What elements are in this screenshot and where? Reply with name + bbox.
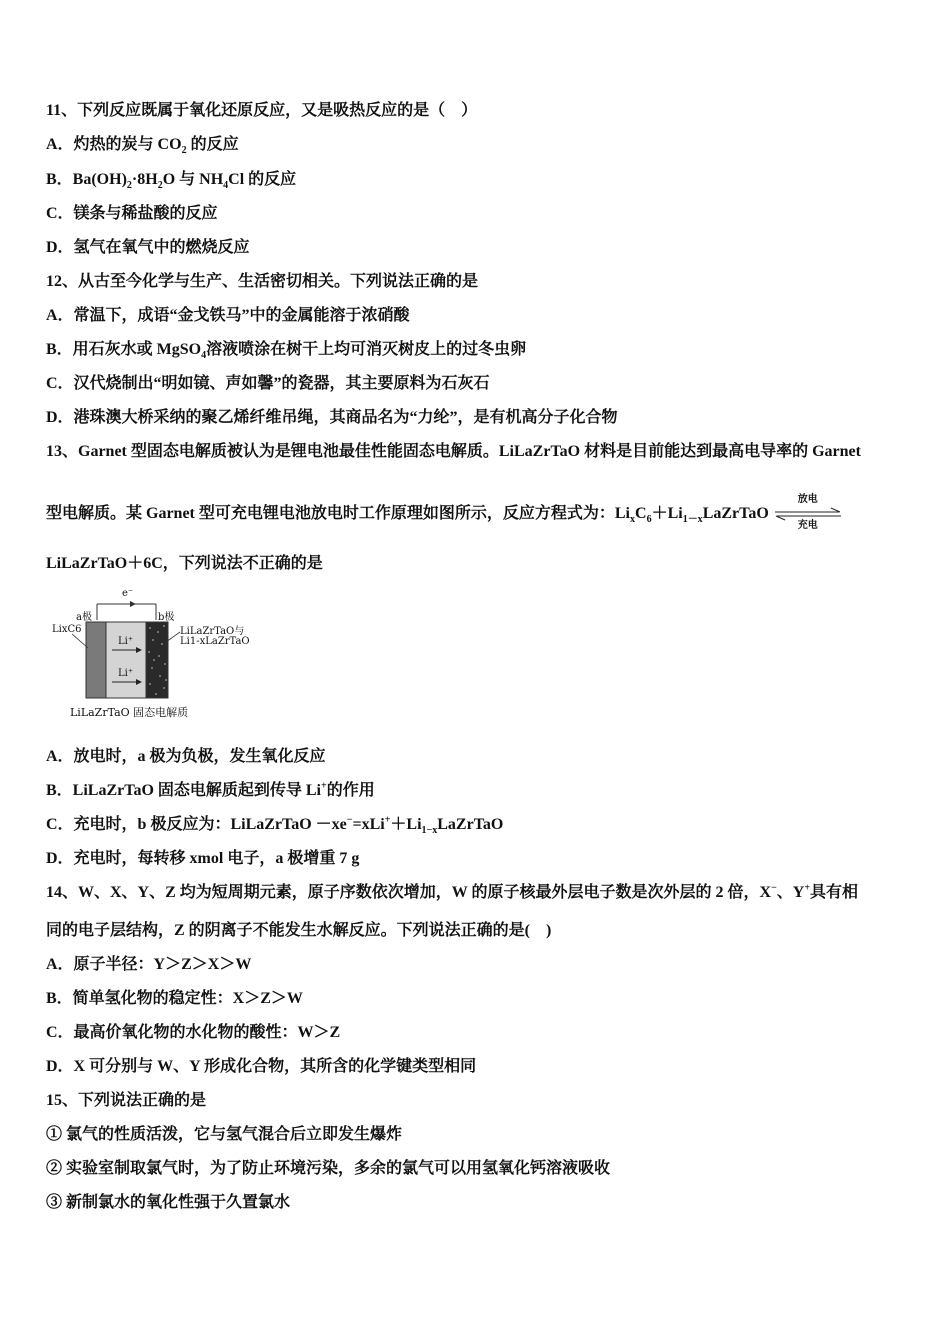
q11-option-c: C．镁条与稀盐酸的反应 xyxy=(46,205,218,222)
q14-option-c: C．最高价氧化物的水化物的酸性：W＞Z xyxy=(46,1024,341,1041)
q14-option-a: A．原子半径：Y＞Z＞X＞W xyxy=(46,956,252,973)
reversible-arrow xyxy=(773,494,843,532)
battery-diagram xyxy=(50,586,250,726)
q14-stem-line1: 14、W、X、Y、Z 均为短周期元素，原子序数依次增加，W 的原子核最外层电子数是次外层的 2 倍，X−、Y+具有相 xyxy=(46,882,859,901)
cathode-label-line1: LiLaZrTaO与 xyxy=(180,626,245,637)
arrow-label-charge: 充电 xyxy=(797,520,818,532)
q12-option-c: C．汉代烧制出“明如镜、声如馨”的瓷器，其主要原料为石灰石 xyxy=(46,375,490,392)
q12-stem: 12、从古至今化学与生产、生活密切相关。下列说法正确的是 xyxy=(46,273,479,290)
q12-option-b: B．用石灰水或 MgSO$_4$溶液喷涂在树干上均可消灭树皮上的过冬虫卵 xyxy=(46,341,527,362)
q13-option-c: C．充电时，b 极反应为：LiLaZrTaO $-xe^-=xLi^++Li_{1-x}LaZrTaO$ xyxy=(46,814,504,837)
q15-statement-3: ③ 新制氯水的氧化性强于久置氯水 xyxy=(46,1194,291,1211)
b-pole-label: b极 xyxy=(158,612,175,623)
q11-option-a: A．灼热的炭与 $CO_2$ 的反应 xyxy=(46,136,239,157)
figure-caption: LiLaZrTaO 固态电解质 xyxy=(70,706,189,719)
q11-option-d: D．氢气在氧气中的燃烧反应 xyxy=(46,239,250,256)
li-ion-label-2: Li⁺ xyxy=(118,668,134,679)
q12-option-a: A．常温下，成语“金戈铁马”中的金属能溶于浓硝酸 xyxy=(46,307,410,324)
q13-option-b: B．LiLaZrTaO 固态电解质起到传导 Li+的作用 xyxy=(46,780,375,799)
q15-statement-1: ① 氯气的性质活泼，它与氢气混合后立即发生爆炸 xyxy=(46,1126,403,1143)
a-pole-label: a极 xyxy=(76,612,92,623)
q14-option-d: D．X 可分别与 W、Y 形成化合物，其所含的化学键类型相同 xyxy=(46,1058,477,1075)
q14-stem-line2: 同的电子层结构，Z 的阴离子不能发生水解反应。下列说法正确的是( ) xyxy=(46,922,552,939)
q11-option-b: B．$Ba(OH)_2\cdot 8H_2O$ 与 $NH_4Cl$ 的反应 xyxy=(46,171,297,192)
q13-stem-line3: LiLaZrTaO＋6C，下列说法不正确的是 xyxy=(46,555,323,572)
arrow-label-discharge: 放电 xyxy=(797,494,818,506)
electron-label: e⁻ xyxy=(122,588,134,599)
q14-option-b: B．简单氢化物的稳定性：X＞Z＞W xyxy=(46,990,303,1007)
q11-stem: 11、下列反应既属于氧化还原反应，又是吸热反应的是（ ） xyxy=(46,102,478,119)
li-ion-label-1: Li⁺ xyxy=(118,636,134,647)
q13-stem-line1: 13、Garnet 型固态电解质被认为是锂电池最佳性能固态电解质。LiLaZrTaO 材料是目前能达到最高电导率的 Garnet xyxy=(46,443,861,460)
q15-stem: 15、下列说法正确的是 xyxy=(46,1092,207,1109)
q15-statement-2: ② 实验室制取氯气时，为了防止环境污染，多余的氯气可以用氢氧化钙溶液吸收 xyxy=(46,1160,611,1177)
q12-option-d: D．港珠澳大桥采纳的聚乙烯纤维吊绳，其商品名为“力纶”，是有机高分子化合物 xyxy=(46,409,618,426)
cathode-label-line2: Li1-xLaZrTaO xyxy=(180,636,250,647)
q13-option-a: A．放电时，a 极为负极，发生氧化反应 xyxy=(46,748,326,765)
q13-stem-line2: 型电解质。某 Garnet 型可充电锂电池放电时工作原理如图所示，反应方程式为：$Li_xC_6+Li_{1-x}LaZrTaO$ 放电 充电 xyxy=(46,497,843,531)
q13-option-d: D．充电时，每转移 xmol 电子，a 极增重 7 g xyxy=(46,850,360,867)
lixc6-label: LixC6 xyxy=(52,624,82,635)
